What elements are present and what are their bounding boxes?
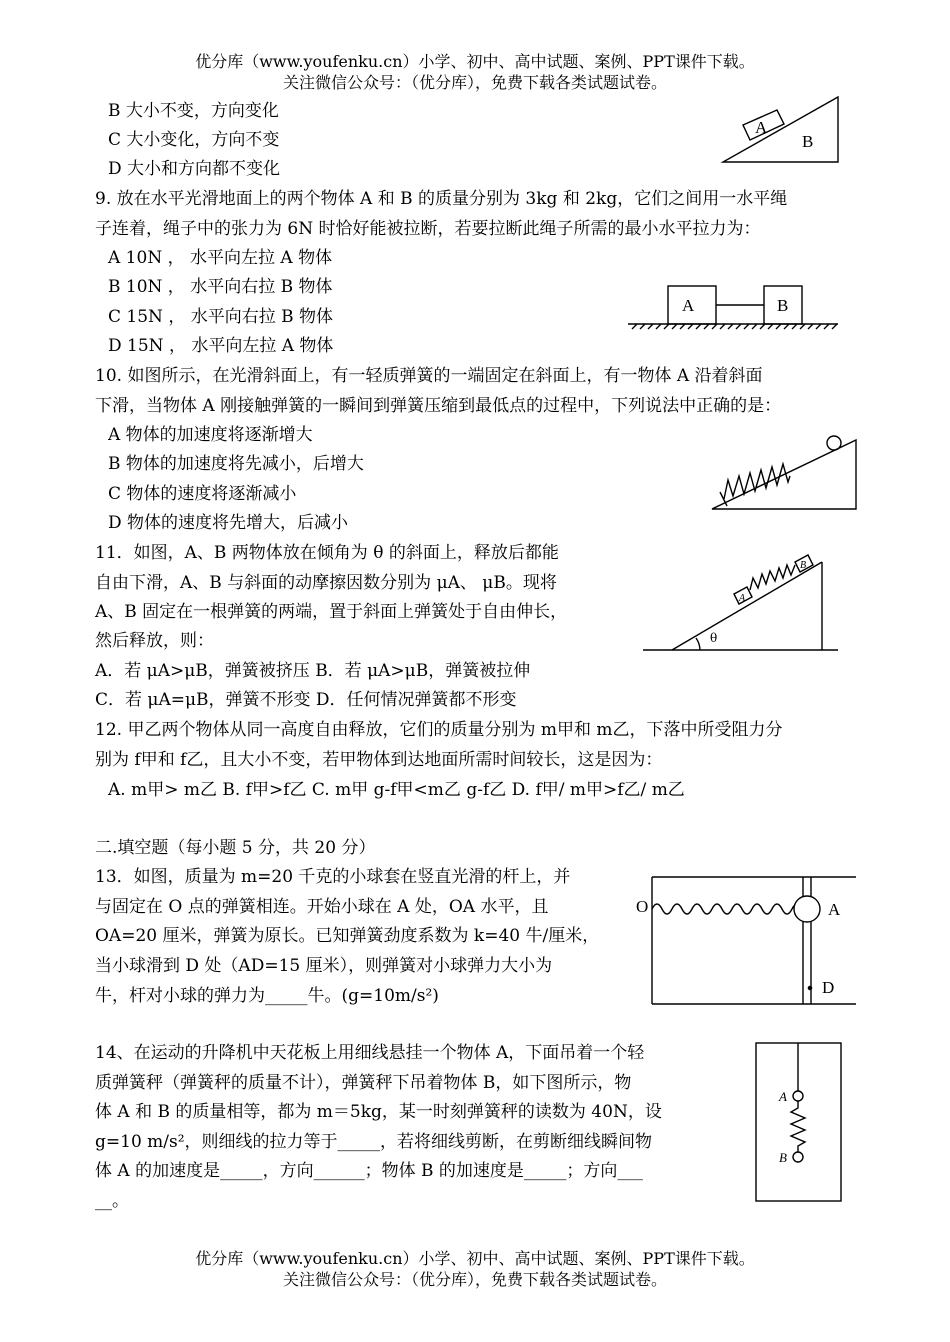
q9-option-d: D 15N ， 水平向左拉 A 物体 <box>108 336 334 356</box>
q9-stem-line-2: 子连着，绳子中的张力为 6N 时恰好能被拉断，若要拉断此绳子所需的最小水平拉力为： <box>95 219 761 239</box>
q14-stem-line-6: __。 <box>95 1191 129 1211</box>
q11-stem-line-2: 自由下滑，A、B 与斜面的动摩擦因数分别为 μA、 μB。现将 <box>95 573 557 593</box>
q14-stem-line-5: 体 A 的加速度是_____，方向______；物体 B 的加速度是_____；方向___ <box>95 1161 643 1181</box>
q14-stem-line-2: 质弹簧秤（弹簧秤的质量不计），弹簧秤下吊着物体 B，如下图所示，物 <box>95 1073 632 1093</box>
q12-stem-line-1: 12. 甲乙两个物体从同一高度自由释放，它们的质量分别为 m甲和 m乙，下落中所受阻力分 <box>95 720 783 740</box>
q8-fig-label-b: B <box>802 132 814 151</box>
q13-stem-line-1: 13．如图，质量为 m=20 千克的小球套在竖直光滑的杆上，并 <box>95 867 571 887</box>
q14-fig-label-a: A <box>779 1089 787 1104</box>
q11-fig-label-theta: θ <box>710 631 718 645</box>
q11-fig-label-a: A <box>739 593 746 604</box>
header-line-2: 关注微信公众号：（优分库），免费下载各类试题试卷。 <box>282 73 667 92</box>
q9-blocks-figure <box>628 286 838 329</box>
q11-options-ab: A．若 μA>μB，弹簧被挤压 B．若 μA>μB，弹簧被拉伸 <box>95 661 531 681</box>
q11-stem-line-3: A、B 固定在一根弹簧的两端，置于斜面上弹簧处于自由伸长， <box>95 602 568 622</box>
q8-option-c: C 大小变化，方向不变 <box>108 130 280 150</box>
q12-options: A. m甲> m乙 B. f甲>f乙 C. m甲 g-f甲<m乙 g-f乙 D. f甲/ m甲>f乙/ m乙 <box>108 780 685 800</box>
q13-stem-line-5: 牛，杆对小球的弹力为_____牛。(g=10m/s²) <box>95 986 439 1006</box>
q14-elevator-figure <box>756 1043 841 1201</box>
q13-fig-label-a: A <box>828 900 841 919</box>
q10-option-b: B 物体的加速度将先减小，后增大 <box>108 454 364 474</box>
footer-line-2: 关注微信公众号：（优分库），免费下载各类试题试卷。 <box>282 1270 667 1289</box>
q13-stem-line-4: 当小球滑到 D 处（AD=15 厘米），则弹簧对小球弹力大小为 <box>95 956 553 976</box>
q8-fig-label-a: A <box>755 118 768 137</box>
q12-stem-line-2: 别为 f甲和 f乙，且大小不变，若甲物体到达地面所需时间较长，这是因为： <box>95 750 663 770</box>
q11-options-cd: C．若 μA=μB，弹簧不形变 D．任何情况弹簧都不形变 <box>95 690 517 710</box>
q9-fig-label-a: A <box>682 296 695 315</box>
q8-option-d: D 大小和方向都不变化 <box>108 159 281 179</box>
q10-stem-line-1: 10. 如图所示，在光滑斜面上，有一轻质弹簧的一端固定在斜面上，有一物体 A 沿着斜面 <box>95 366 763 386</box>
q8-option-b: B 大小不变，方向变化 <box>108 101 279 121</box>
q9-option-c: C 15N ， 水平向右拉 B 物体 <box>108 307 334 327</box>
q14-stem-line-1: 14、在运动的升降机中天花板上用细线悬挂一个物体 A，下面吊着一个轻 <box>95 1043 645 1063</box>
q11-fig-label-b: B <box>800 560 807 571</box>
q13-fig-label-o: O <box>636 897 649 916</box>
q10-option-a: A 物体的加速度将逐渐增大 <box>108 425 313 445</box>
footer-line-1: 优分库（www.youfenku.cn）小学、初中、高中试题、案例、PPT课件下载。 <box>195 1249 755 1268</box>
q13-stem-line-2: 与固定在 O 点的弹簧相连。开始小球在 A 处，OA 水平，且 <box>95 897 549 917</box>
q11-stem-line-1: 11．如图，A、B 两物体放在倾角为 θ 的斜面上，释放后都能 <box>95 543 559 563</box>
q9-fig-label-b: B <box>777 296 789 315</box>
q9-stem-line-1: 9. 放在水平光滑地面上的两个物体 A 和 B 的质量分别为 3kg 和 2kg，它们之间用一水平绳 <box>95 189 788 209</box>
q13-stem-line-3: OA=20 厘米，弹簧为原长。已知弹簧劲度系数为 k=40 牛/厘米， <box>95 926 600 946</box>
header-line-1: 优分库（www.youfenku.cn）小学、初中、高中试题、案例、PPT课件下载。 <box>195 52 755 71</box>
q10-spring-incline-figure <box>712 436 856 509</box>
q9-option-a: A 10N ， 水平向左拉 A 物体 <box>108 248 333 268</box>
q10-option-c: C 物体的速度将逐渐减小 <box>108 484 297 504</box>
section-2-title: 二.填空题（每小题 5 分，共 20 分） <box>95 838 376 858</box>
q14-stem-line-4: g=10 m/s²，则细线的拉力等于_____，若将细线剪断，在剪断细线瞬间物 <box>95 1132 653 1152</box>
q14-fig-label-b: B <box>779 1150 787 1165</box>
q11-stem-line-4: 然后释放，则： <box>95 631 214 651</box>
q10-stem-line-2: 下滑，当物体 A 刚接触弹簧的一瞬间到弹簧压缩到最低点的过程中，下列说法中正确的是： <box>95 396 782 416</box>
q14-stem-line-3: 体 A 和 B 的质量相等，都为 m＝5kg，某一时刻弹簧秤的读数为 40N，设 <box>95 1102 662 1122</box>
q13-fig-label-d: D <box>822 978 835 997</box>
q10-option-d: D 物体的速度将先增大，后减小 <box>108 513 349 533</box>
q9-option-b: B 10N ， 水平向右拉 B 物体 <box>108 277 333 297</box>
q8-incline-figure <box>723 97 838 162</box>
